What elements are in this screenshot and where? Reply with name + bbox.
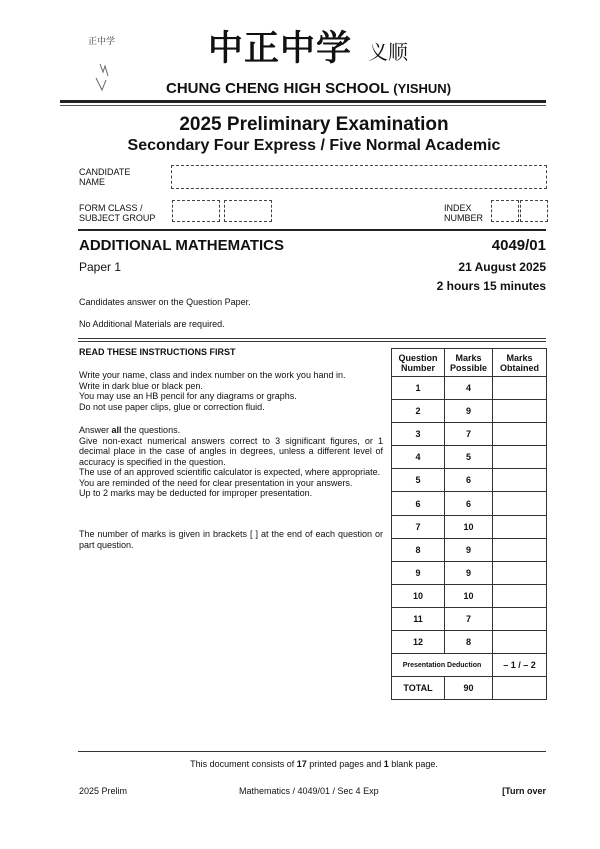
marks-table (391, 348, 547, 700)
total-row (392, 677, 547, 700)
page-count-note: This document consists of 17 printed pages and 1 blank page. (190, 759, 438, 769)
marks-obtained-cell[interactable] (493, 584, 547, 607)
marks-obtained-cell[interactable] (493, 400, 547, 423)
header-marks-possible: Marks Possible (445, 349, 493, 377)
paper-number: Paper 1 (79, 260, 122, 274)
marks-obtained-cell[interactable] (493, 492, 547, 515)
turn-over-note: [Turn over (502, 786, 546, 796)
marks-obtained-cell[interactable] (493, 631, 547, 654)
header-marks-obtained: Marks Obtained (493, 349, 547, 377)
table-row: 4 5 (392, 446, 547, 469)
marks-obtained-cell[interactable] (493, 377, 547, 400)
instructions-block-2 (79, 425, 383, 499)
candidate-name-field[interactable] (171, 165, 547, 189)
instruction-line: Write your name, class and index number on the work you hand in. (79, 370, 346, 380)
header-divider-thin (60, 105, 546, 106)
instructions-top-rule-2 (78, 341, 546, 342)
instructions-block-1 (79, 370, 383, 412)
total-label: TOTAL (392, 677, 445, 700)
table-row: 1 4 (392, 377, 547, 400)
instructions-block-3: The number of marks is given in brackets [ ] at the end of each question or part question. (79, 529, 383, 550)
exam-title: 2025 Preliminary Examination (179, 114, 449, 135)
footer-paper-code: Mathematics / 4049/01 / Sec 4 Exp (239, 786, 379, 796)
total-value: 90 (445, 677, 493, 700)
instruction-line: Write in dark blue or black pen. (79, 380, 203, 391)
instruction-line: Up to 2 marks may be deducted for improper presentation. (79, 488, 313, 498)
school-branch-chinese: 义顺 (368, 40, 408, 64)
table-row: 11 7 (392, 607, 547, 630)
table-row: 8 9 (392, 538, 547, 561)
exam-date: 21 August 2025 (458, 260, 546, 274)
footer-rule (78, 751, 546, 752)
presentation-deduction-label: Presentation Deduction (392, 654, 493, 677)
marks-obtained-cell[interactable] (493, 515, 547, 538)
candidate-name-label: CANDIDATE NAME (79, 167, 131, 187)
subject-name: ADDITIONAL MATHEMATICS (79, 237, 284, 254)
exam-duration: 2 hours 15 minutes (436, 279, 546, 293)
index-number-label: INDEX NUMBER (444, 203, 484, 223)
answer-on-paper-note: Candidates answer on the Question Paper. (79, 297, 251, 307)
total-obtained-cell[interactable] (493, 677, 547, 700)
marks-obtained-cell[interactable] (493, 561, 547, 584)
presentation-deduction-row (392, 654, 547, 677)
table-row: 12 8 (392, 631, 547, 654)
instructions-top-rule (78, 338, 546, 339)
table-row: 3 7 (392, 423, 547, 446)
subject-group-field[interactable] (224, 200, 272, 222)
school-branch: (YISHUN) (393, 81, 452, 96)
header-divider (60, 100, 546, 103)
marks-obtained-cell[interactable] (493, 446, 547, 469)
school-stamp-mark (86, 34, 126, 92)
header-question-number: Question Number (392, 349, 445, 377)
subject-code: 4049/01 (491, 237, 546, 254)
instruction-line: You may use an HB pencil for any diagrams or graphs. (79, 391, 297, 401)
instruction-line: You are reminded of the need for clear presentation in your answers. (79, 477, 353, 488)
instructions-heading: READ THESE INSTRUCTIONS FIRST (79, 347, 236, 357)
marks-obtained-cell[interactable] (493, 538, 547, 561)
table-row: 2 9 (392, 400, 547, 423)
marks-table-header (392, 349, 547, 377)
table-row: 6 6 (392, 492, 547, 515)
index-digit-2-field[interactable] (520, 200, 548, 222)
instruction-line: The use of an approved scientific calculator is expected, where appropriate. (79, 467, 381, 477)
subject-top-rule (78, 229, 546, 231)
marks-obtained-cell[interactable] (493, 423, 547, 446)
school-name-chinese: 中正中学 (208, 28, 353, 69)
exam-subtitle: Secondary Four Express / Five Normal Academic (127, 137, 501, 154)
form-class-label: FORM CLASS / SUBJECT GROUP (79, 203, 156, 223)
instruction-line: Give non-exact numerical answers correct to 3 significant figures, or 1 decimal place in the case of angles in degrees, unless a different level of accuracy is specified in the question. (79, 435, 383, 467)
table-row: 5 6 (392, 469, 547, 492)
instruction-line: Answer all the questions. (79, 425, 181, 435)
school-name: CHUNG CHENG HIGH SCHOOL (166, 80, 390, 97)
table-row: 10 10 (392, 584, 547, 607)
no-materials-note: No Additional Materials are required. (79, 319, 225, 329)
table-row: 9 9 (392, 561, 547, 584)
marks-obtained-cell[interactable] (493, 469, 547, 492)
school-name-english (166, 80, 451, 98)
instruction-line: Do not use paper clips, glue or correction fluid. (79, 401, 265, 412)
table-row: 7 10 (392, 515, 547, 538)
marks-obtained-cell[interactable] (493, 607, 547, 630)
footer-exam-label: 2025 Prelim (79, 786, 128, 796)
form-class-field[interactable] (172, 200, 220, 222)
svg-text:正中学: 正中学 (88, 37, 116, 47)
presentation-deduction-value: – 1 / – 2 (493, 654, 547, 677)
index-digit-1-field[interactable] (491, 200, 519, 222)
